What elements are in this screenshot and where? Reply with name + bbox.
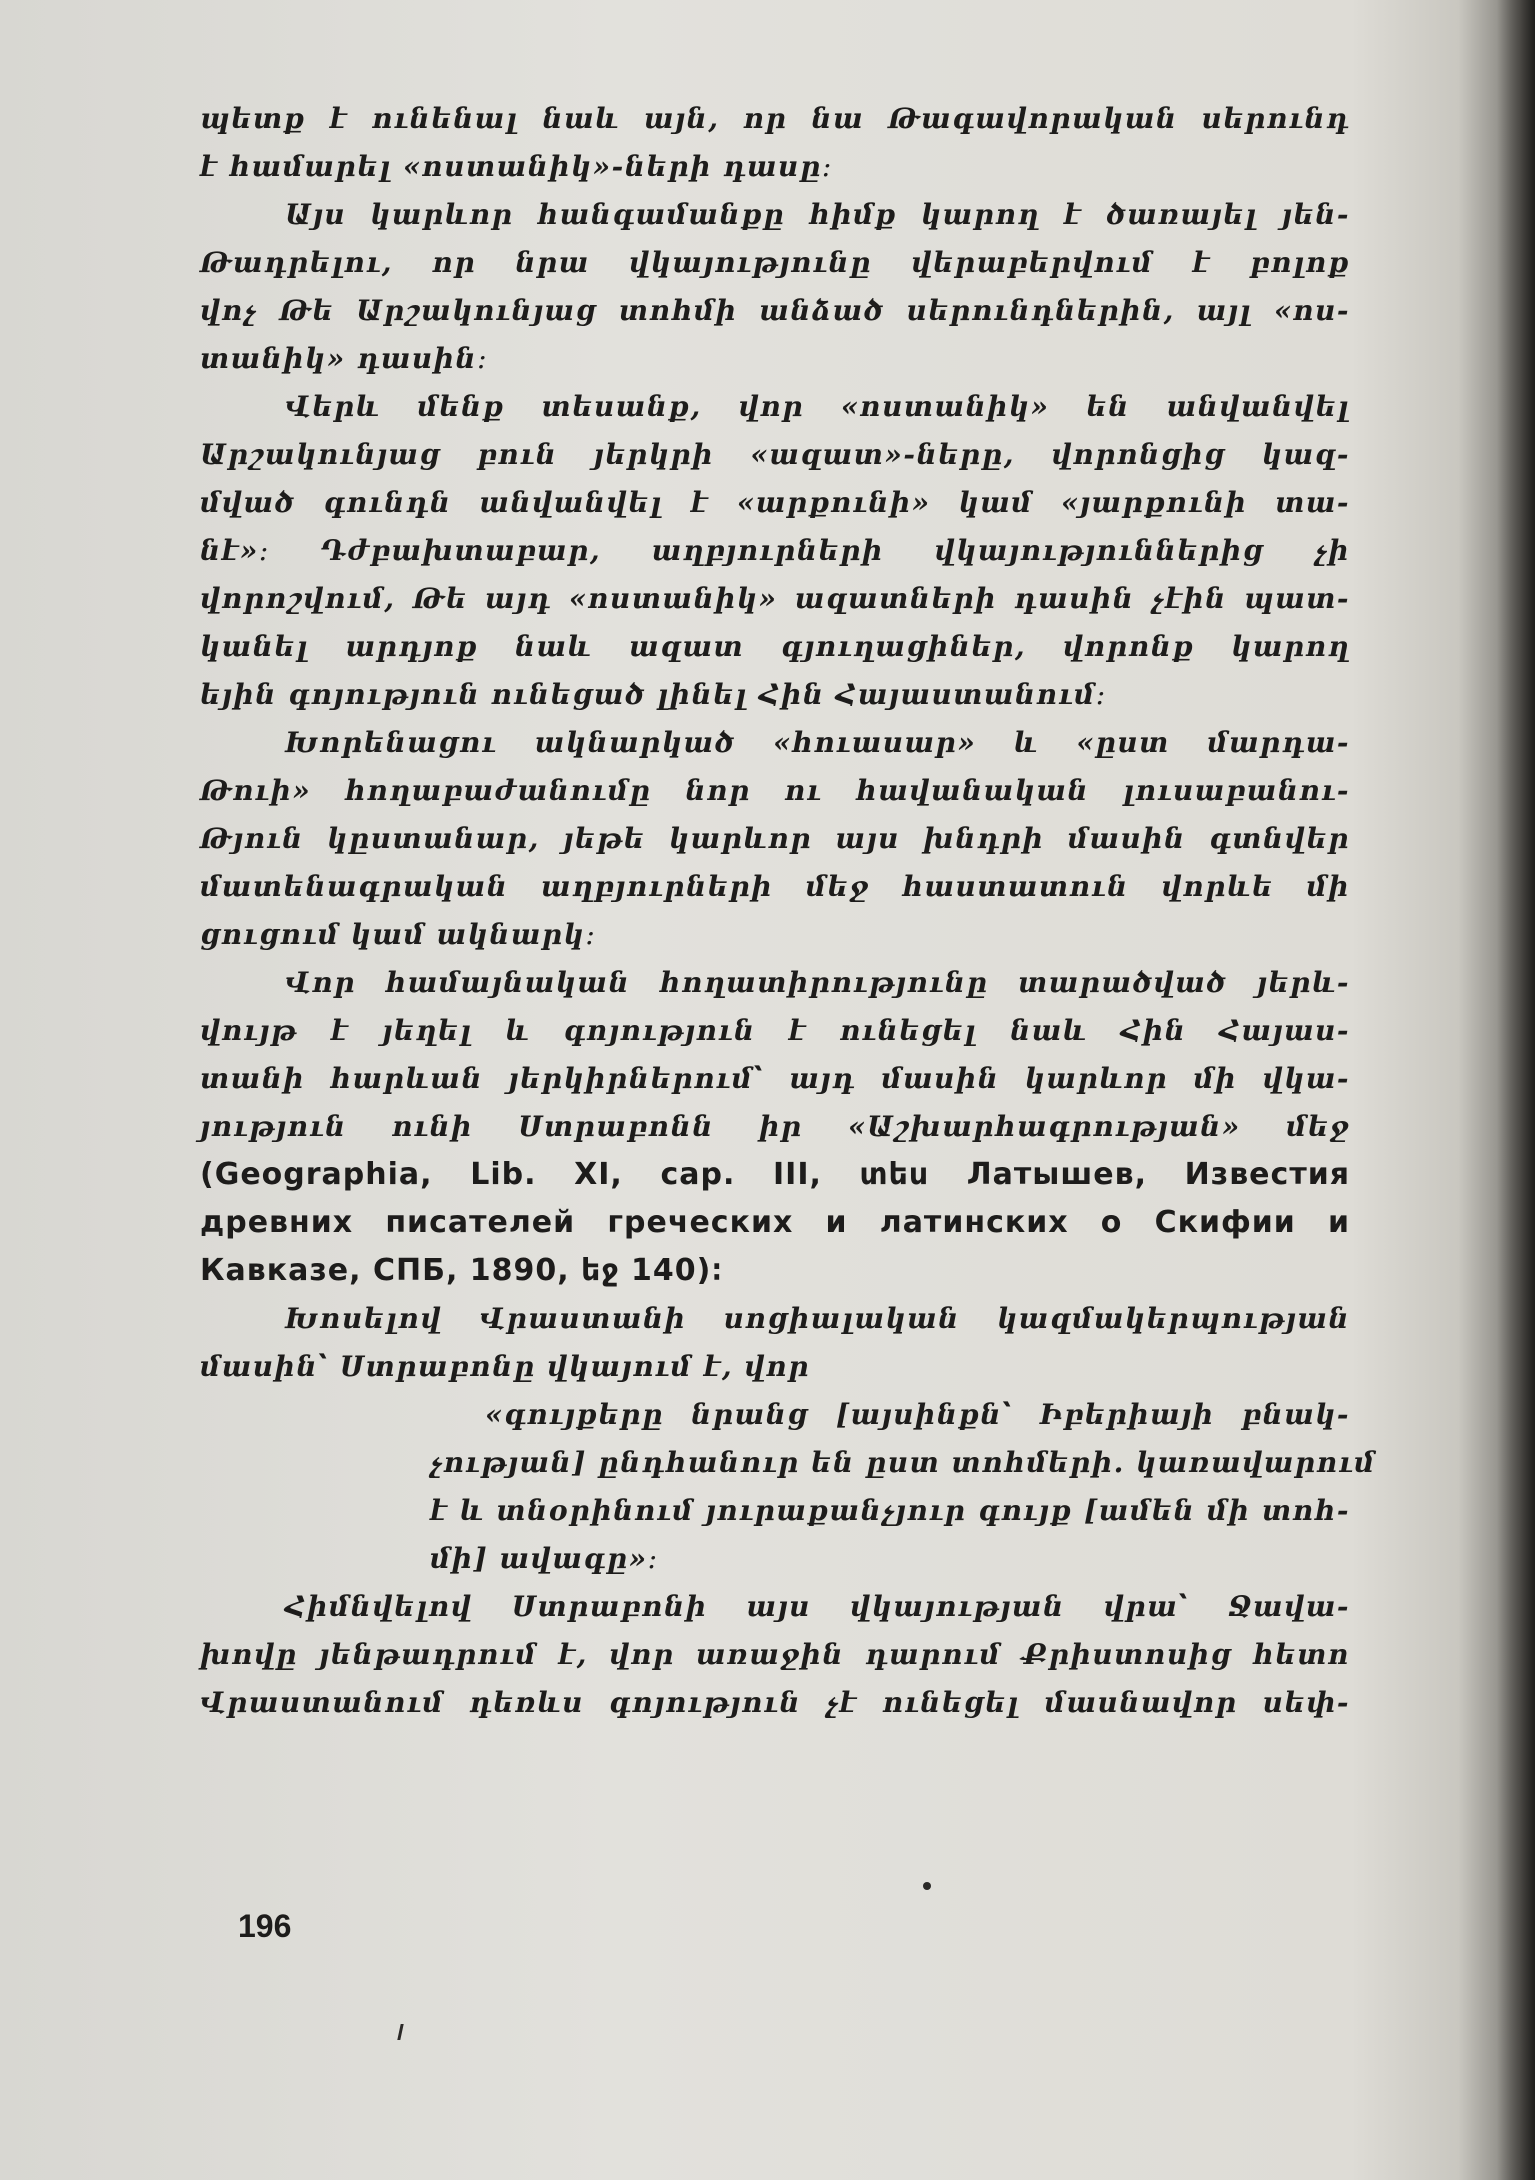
paragraph-start: Վերև մենք տեսանք, վոր «ոստանիկ» են անվանվել (285, 390, 1350, 423)
text-line: եյին գոյություն ունեցած լինել Հին Հայաստանում։ (200, 678, 1107, 711)
quote-line: է և տնօրինում յուրաքանչյուր գույք [ամեն մի տոհ- (430, 1494, 1350, 1527)
text-line: վոչ Թե Արշակունյաց տոհմի անձած սերունդներին, այլ «ոս- (200, 294, 1350, 327)
text-line: տանի հարևան յերկիրներում՝ այդ մասին կարևոր մի վկա- (200, 1062, 1350, 1095)
text-line: մասին՝ Ստրաբոնը վկայում է, վոր (200, 1350, 811, 1383)
text-line: նէ»։ Դժբախտաբար, աղբյուրների վկայություններից չի (200, 534, 1350, 567)
citation-line: древних писателей греческих и латинских о Скифии и (200, 1205, 1350, 1240)
quote-line: «գույքերը նրանց [այսինքն՝ Իբերիայի բնակ- (485, 1398, 1350, 1431)
text-line: Թադրելու, որ նրա վկայությունը վերաբերվում է բոլոք (200, 246, 1350, 279)
text-line: վորոշվում, Թե այդ «ոստանիկ» ազատների դասին չէին պատ- (200, 582, 1350, 615)
page-number: 196 (238, 1908, 292, 1944)
text-line: է համարել «ոստանիկ»-ների դասը։ (200, 150, 833, 183)
text-line: Արշակունյաց բուն յերկրի «ազատ»-ները, վորոնցից կազ- (200, 438, 1350, 471)
text-line: խովը յենթադրում է, վոր առաջին դարում Քրիստոսից հետո (200, 1638, 1350, 1671)
text-line: Թուի» հողաբաժանումը նոր ու հավանական լուսաբանու- (200, 774, 1350, 807)
text-line: Վրաստանում դեռևս գոյություն չէ ունեցել մասնավոր սեփ- (200, 1686, 1350, 1719)
text-line: վույթ է յեղել և գոյություն է ունեցել նաև Հին Հայաս- (200, 1014, 1350, 1047)
text-line: մատենագրական աղբյուրների մեջ հաստատուն վորևե մի (200, 870, 1350, 903)
text-line: յություն ունի Ստրաբոնն իր «Աշխարհագրության» մեջ (200, 1110, 1350, 1143)
paragraph-start: Այս կարևոր հանգամանքը հիմք կարող է ծառայել յեն- (285, 198, 1350, 231)
text-line: Թյուն կըստանար, յեթե կարևոր այս խնդրի մասին գտնվեր (200, 822, 1350, 855)
ink-dot (923, 1882, 931, 1890)
paragraph-start: Հիմնվելով Ստրաբոնի այս վկայության վրա՝ Ջավա- (285, 1590, 1350, 1623)
citation-line: (Geographia, Lib. XI, cap. III, տես Латышев, Известия (200, 1157, 1350, 1192)
paragraph-start: Վոր համայնական հողատիրությունը տարածված յերև- (285, 966, 1350, 999)
text-line: պետք է ունենալ նաև այն, որ նա Թագավորական սերունդ (200, 102, 1350, 135)
citation-line: Кавказе, СПБ, 1890, եջ 140)։ (200, 1253, 724, 1288)
text-line: մված գունդն անվանվել է «արքունի» կամ «յարքունի տա- (200, 486, 1350, 519)
text-line: կանել արդյոք նաև ազատ գյուղացիներ, վորոնք կարող (200, 630, 1350, 663)
quote-line: չության] ընդհանուր են ըստ տոհմերի․ կառավարում (430, 1446, 1376, 1479)
paragraph-start: Խորենացու ակնարկած «հուասար» և «ըստ մարդա- (285, 726, 1350, 759)
text-line: ցուցում կամ ակնարկ։ (200, 918, 597, 951)
text-line: տանիկ» դասին։ (200, 342, 489, 375)
body-text (200, 95, 1376, 1727)
paragraph-start: Խոսելով Վրաստանի սոցիալական կազմակերպության (285, 1302, 1350, 1335)
book-binding-shadow (1497, 0, 1535, 2180)
quote-line: մի] ավագը»։ (430, 1542, 659, 1575)
